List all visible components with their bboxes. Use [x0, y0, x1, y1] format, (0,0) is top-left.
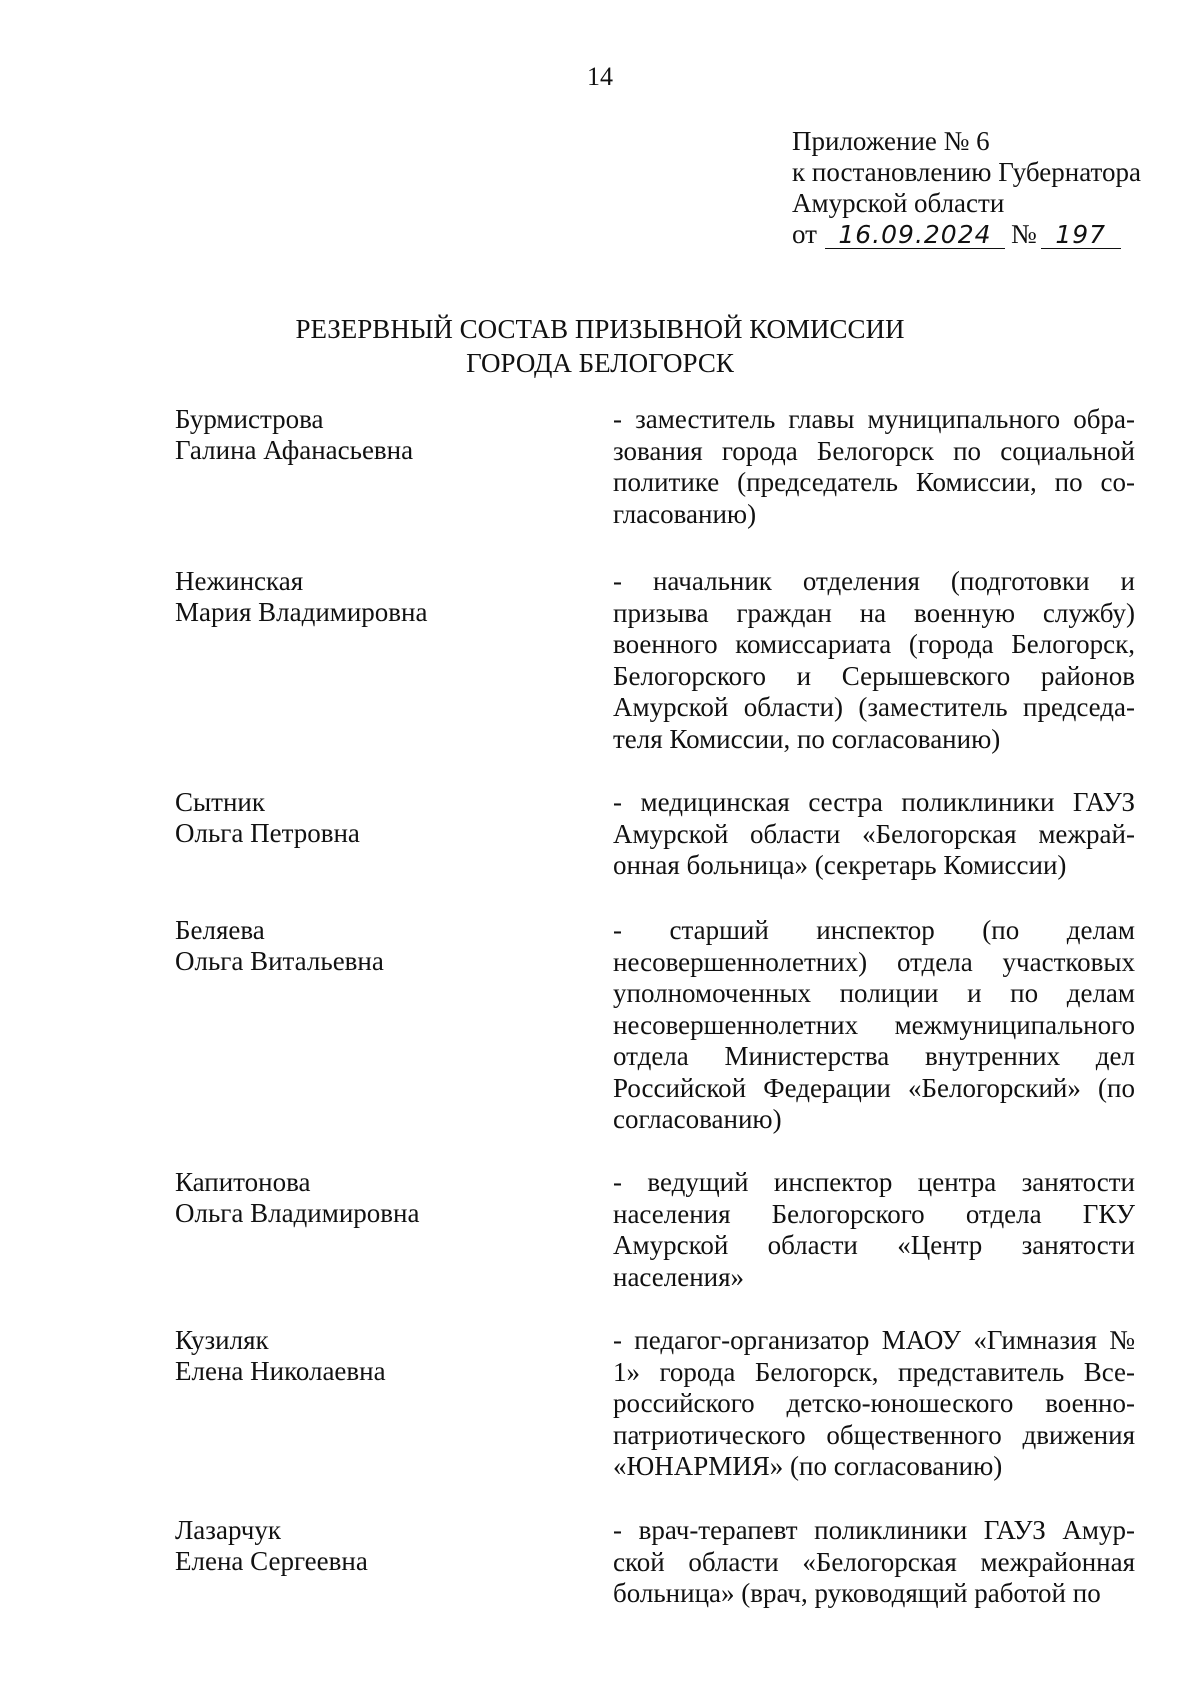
member-surname: Нежинская: [175, 566, 304, 596]
member-given-names: Ольга Витальевна: [175, 946, 384, 976]
member-surname: Бурмистрова: [175, 404, 324, 434]
member-role: - ведущий инспектор центра занятости населения Белогорского отдела ГКУ Амурской области «Центр занятости населения»: [613, 1167, 1135, 1292]
member-surname: Капитонова: [175, 1167, 311, 1197]
document-title: [0, 312, 1200, 380]
member-role: - медицинская сестра поликлиники ГАУЗ Амурской области «Белогорская межрайонная больница» (секретарь Комиссии): [613, 787, 1135, 880]
member-surname: Сытник: [175, 787, 265, 817]
appendix-line-1: Приложение № 6: [792, 126, 990, 156]
member-given-names: Ольга Владимировна: [175, 1198, 420, 1228]
appendix-line-3: Амурской области: [792, 188, 1005, 218]
appendix-date-line: [792, 219, 1182, 250]
appendix-header: [792, 126, 1182, 250]
member-role: - врач-терапевт поликлиники ГАУЗ Амурской области «Белогорская межрайонная больница» (врач, руководящий работой по: [613, 1515, 1135, 1608]
member-surname: Беляева: [175, 915, 265, 945]
title-line-1: РЕЗЕРВНЫЙ СОСТАВ ПРИЗЫВНОЙ КОМИССИИ: [295, 314, 905, 344]
member-role: - заместитель главы муниципального образования города Белогорск по социальной политике (председатель Комиссии, по согласованию): [613, 404, 1135, 529]
member-role: - старший инспектор (по делам несовершеннолетних) отдела участковых уполномоченных полиции и по делам несовершеннолетних межмуниципального отдела Министерства внутренних дел Российской Федерации «Белогорский» (по согласованию): [613, 915, 1135, 1134]
member-name: [175, 1515, 575, 1577]
date-prefix: от: [792, 219, 817, 249]
member-role: - начальник отделения (подготовки и призыва граждан на военную службу) военного комиссариата (города Белогорск, Белогорского и Серышевского районов Амурской области) (заместитель председателя Комиссии, по согласованию): [613, 566, 1135, 754]
title-line-2: ГОРОДА БЕЛОГОРСК: [466, 348, 734, 378]
member-role: - педагог-организатор МАОУ «Гимназия № 1» города Белогорск, представитель Всероссийского детско-юношеского военно-патриотического общественного движения «ЮНАРМИЯ» (по согласованию): [613, 1325, 1135, 1481]
handwritten-number: 197: [1041, 222, 1121, 249]
member-name: [175, 787, 575, 849]
member-given-names: Мария Владимировна: [175, 597, 428, 627]
member-name: [175, 566, 575, 628]
member-name: [175, 1325, 575, 1387]
member-name: [175, 915, 575, 977]
member-name: [175, 1167, 575, 1229]
member-given-names: Галина Афанасьевна: [175, 435, 414, 465]
appendix-line-2: к постановлению Губернатора: [792, 157, 1141, 187]
number-prefix: №: [1010, 219, 1037, 249]
member-given-names: Елена Николаевна: [175, 1356, 386, 1386]
handwritten-date: 16.09.2024: [825, 222, 1005, 249]
page-number: 14: [587, 62, 613, 91]
member-given-names: Ольга Петровна: [175, 818, 360, 848]
member-given-names: Елена Сергеевна: [175, 1546, 368, 1576]
member-surname: Кузиляк: [175, 1325, 269, 1355]
member-name: [175, 404, 575, 466]
member-surname: Лазарчук: [175, 1515, 281, 1545]
